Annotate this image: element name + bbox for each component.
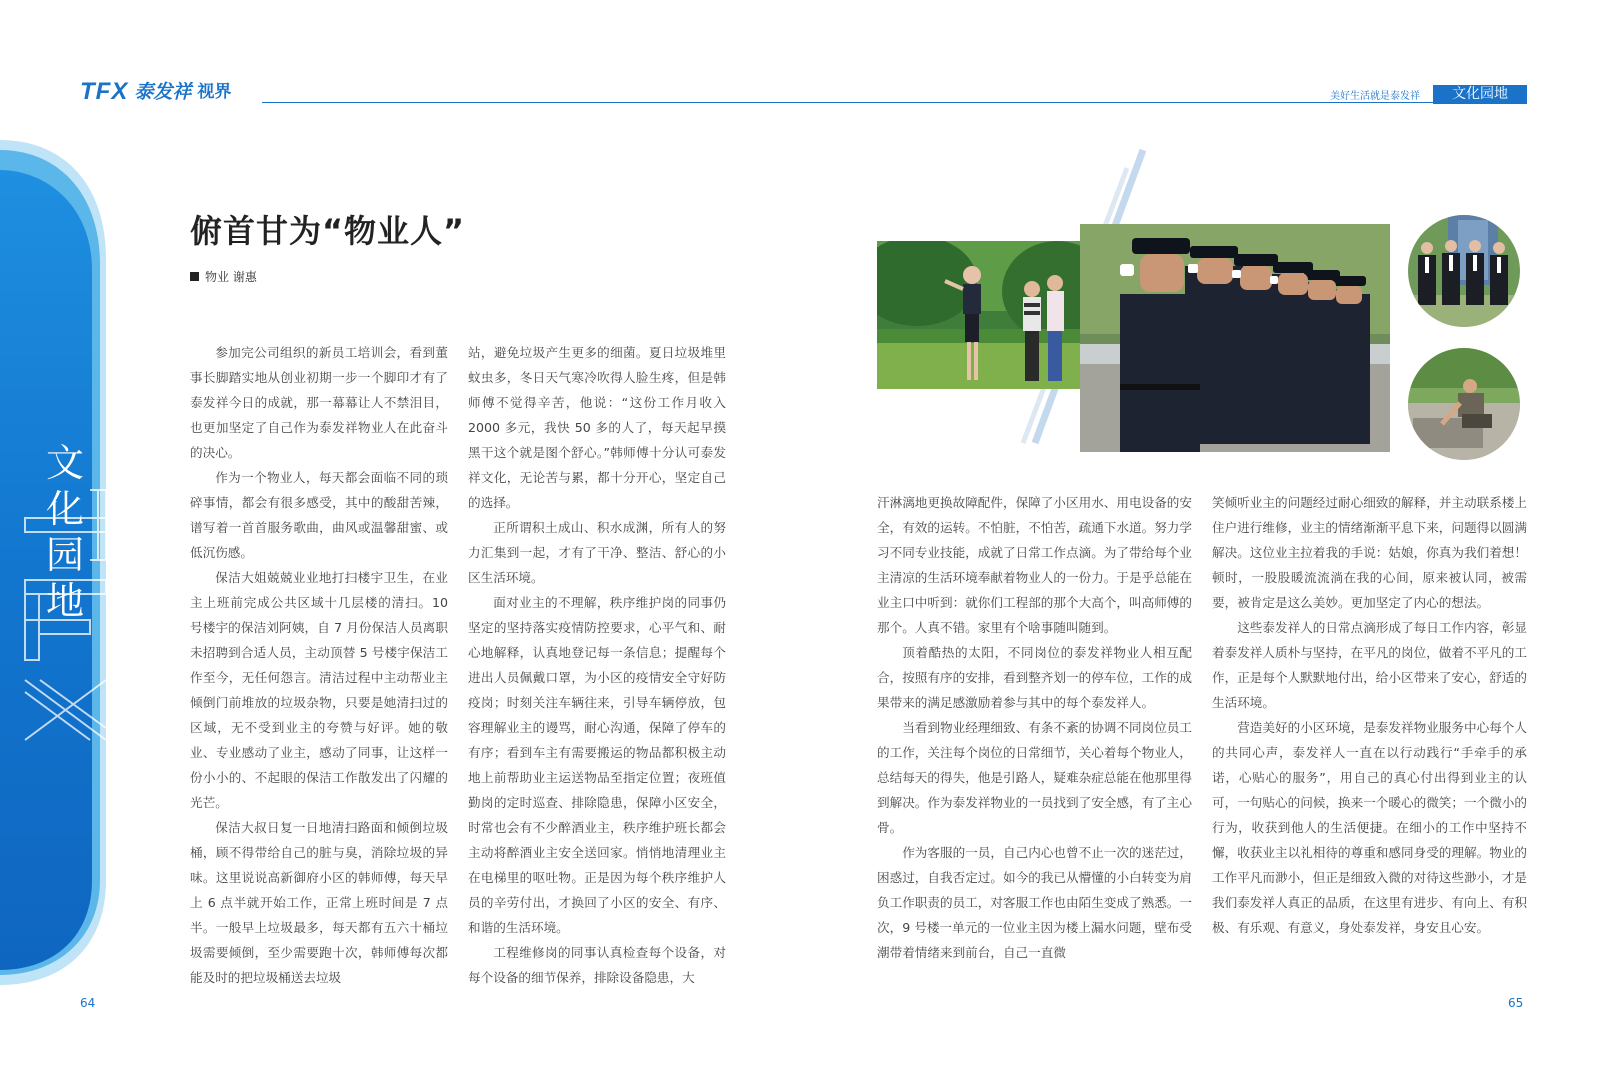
paragraph: 汗淋漓地更换故障配件，保障了小区用水、用电设备的安全，有效的运转。不怕脏，不怕苦，疏通下水道。努力学习不同专业技能，成就了日常工作点滴。为了带给每个业主清凉的生活环境奉献着物业人的一份力。于是乎总能在业主口中听到：就你们工程部的那个大高个，叫高师傅的那个。人真不错。家里有个啥事随叫随到。 xyxy=(877,495,1192,635)
brand-latin: TFX xyxy=(80,78,129,105)
paragraph: 面对业主的不理解，秩序维护岗的同事仍坚定的坚持落实疫情防控要求，心平气和、耐心地解释，认真地登记每一条信息；提醒每个进出人员佩戴口罩，为小区的疫情安全守好防疫岗；时刻关注车辆往来，引导车辆停放，包容理解业主的谩骂，耐心沟通，保障了停车的有序；看到车主有需要搬运的物品都积极主动地上前帮助业主运送物品至指定位置；夜班值勤岗的定时巡查、排除隐患，保障小区安全，时常也会有不少醉酒业主，秩序维护班长都会主动将醉酒业主安全送回家。悄悄地清理业主在电梯里的呕吐物。正是因为每个秩序维护人员的辛劳付出，才换回了小区的安全、有序、和谐的生活环境。 xyxy=(468,595,726,935)
photo-security-team xyxy=(1080,224,1390,452)
paragraph: 正所谓积土成山、积水成渊，所有人的努力汇集到一起，才有了干净、整洁、舒心的小区生活环境。 xyxy=(468,520,726,585)
paragraph: 顶着酷热的太阳，不同岗位的泰发祥物业人相互配合，按照有序的安排，看到整齐划一的停车位，工作的成果带来的满足感激励着参与其中的每个泰发祥人。 xyxy=(877,645,1192,710)
text-column-2 xyxy=(468,340,726,990)
paragraph: 当看到物业经理细致、有条不紊的协调不同岗位员工的工作，关注每个岗位的日常细节，关心着每个物业人，总结每天的得失，他是引路人，疑难杂症总能在他那里得到解决。作为泰发祥物业的一员找到了安全感，有了主心骨。 xyxy=(877,720,1192,835)
brand-cn: 泰发祥 xyxy=(134,81,192,103)
photo-garden-staff xyxy=(877,241,1090,389)
paragraph: 保洁大叔日复一日地清扫路面和倾倒垃圾桶，顾不得带给自己的脏与臭，消除垃圾的异味。这里说说高新御府小区的韩师傅，每天早上 6 点半就开始工作，正常上班时间是 7 点半。一般早上垃圾最多，每天都有五六十桶垃圾需要倾倒，至少需要跑十次，韩师傅每次都能及时的把垃圾桶送去垃圾 xyxy=(190,820,448,985)
slogan: 美好生活就是泰发祥 xyxy=(1330,91,1420,102)
vertical-section-label: 文化园地 xyxy=(45,441,84,623)
photo-round-staff-group xyxy=(1408,215,1520,327)
paragraph: 工程维修岗的同事认真检查每个设备，对每个设备的细节保养，排除设备隐患，大 xyxy=(468,945,726,985)
paragraph: 保洁大姐兢兢业业地打扫楼宇卫生，在业主上班前完成公共区域十几层楼的清扫。10 号楼宇的保洁刘阿姨，自 7 月份保洁人员离职未招聘到合适人员，主动顶替 5 号楼宇保洁工作至今，无任何怨言。清洁过程中主动帮业主倾倒门前堆放的垃圾杂物，只要是她清扫过的区域，无不受到业主的夸赞与好评。她的敬业、专业感动了业主，感动了同事，让这样一份小小的、不起眼的保洁工作散发出了闪耀的光芒。 xyxy=(190,570,448,810)
paragraph: 这些泰发祥人的日常点滴形成了每日工作内容，彰显着泰发祥人质朴与坚持，在平凡的岗位，做着不平凡的工作，正是每个人默默地付出，给小区带来了安心，舒适的生活环境。 xyxy=(1212,620,1527,710)
paragraph: 作为一个物业人，每天都会面临不同的琐碎事情，都会有很多感受，其中的酸甜苦辣，谱写着一首首服务歌曲，曲风或温馨甜蜜、或低沉伤感。 xyxy=(190,470,448,560)
byline-square-icon xyxy=(190,272,199,281)
page-number-right: 65 xyxy=(1508,996,1524,1010)
text-column-4 xyxy=(1212,490,1527,940)
brand-logo xyxy=(80,80,231,104)
byline-text: 物业 谢惠 xyxy=(205,270,257,284)
page-number-left: 64 xyxy=(80,996,96,1010)
brand-suffix: 视界 xyxy=(197,82,232,102)
paragraph: 参加完公司组织的新员工培训会，看到董事长脚踏实地从创业初期一步一个脚印才有了泰发祥今日的成就，那一幕幕让人不禁泪目，也更加坚定了自己作为泰发祥物业人在此奋斗的决心。 xyxy=(190,345,448,460)
byline xyxy=(190,268,257,285)
sidebar-band xyxy=(0,140,120,1000)
text-column-3 xyxy=(877,490,1192,965)
paragraph: 笑倾听业主的问题经过耐心细致的解释，并主动联系楼上住户进行维修，业主的情绪渐渐平息下来，问题得以圆满解决。这位业主拉着我的手说：姑娘，你真为我们着想！顿时，一股股暖流流淌在我的心间，原来被认同，被需要，被肯定是这么美妙。更加坚定了内心的想法。 xyxy=(1212,495,1527,610)
text-column-1 xyxy=(190,340,448,990)
paragraph: 营造美好的小区环境，是泰发祥物业服务中心每个人的共同心声，泰发祥人一直在以行动践行“手牵手的承诺，心贴心的服务”，用自己的真心付出得到业主的认可，一句贴心的问候，换来一个暖心的微笑；一个微小的行为，收获到他人的生活便捷。在细小的工作中坚持不懈，收获业主以礼相待的尊重和感同身受的理解。物业的工作平凡而渺小，但正是细致入微的对待这些渺小，才是我们泰发祥人真正的品质，在这里有进步、有向上、有积极、有乐观、有意义，身处泰发祥，身安且心安。 xyxy=(1212,720,1527,935)
section-tag: 文化园地 xyxy=(1433,85,1527,104)
paragraph: 站，避免垃圾产生更多的细菌。夏日垃圾堆里蚊虫多，冬日天气寒冷吹得人脸生疼，但是韩师傅不觉得辛苦，他说：“这份工作月收入 2000 多元，我快 50 多的人了，每天起早摸黑干这个就是图个舒心。”韩师傅十分认可泰发祥文化，无论苦与累，都十分开心，坚定自己的选择。 xyxy=(468,345,726,510)
header-rule xyxy=(262,102,1524,103)
photo-round-worker xyxy=(1408,348,1520,460)
article-title: 俯首甘为“物业人” xyxy=(190,212,466,250)
paragraph: 作为客服的一员，自己内心也曾不止一次的迷茫过，困惑过，自我否定过。如今的我已从懵懂的小白转变为肩负工作职责的员工，对客服工作也由陌生变成了熟悉。一次，9 号楼一单元的一位业主因为楼上漏水问题，壁布受潮带着情绪来到前台，自己一直微 xyxy=(877,845,1192,960)
